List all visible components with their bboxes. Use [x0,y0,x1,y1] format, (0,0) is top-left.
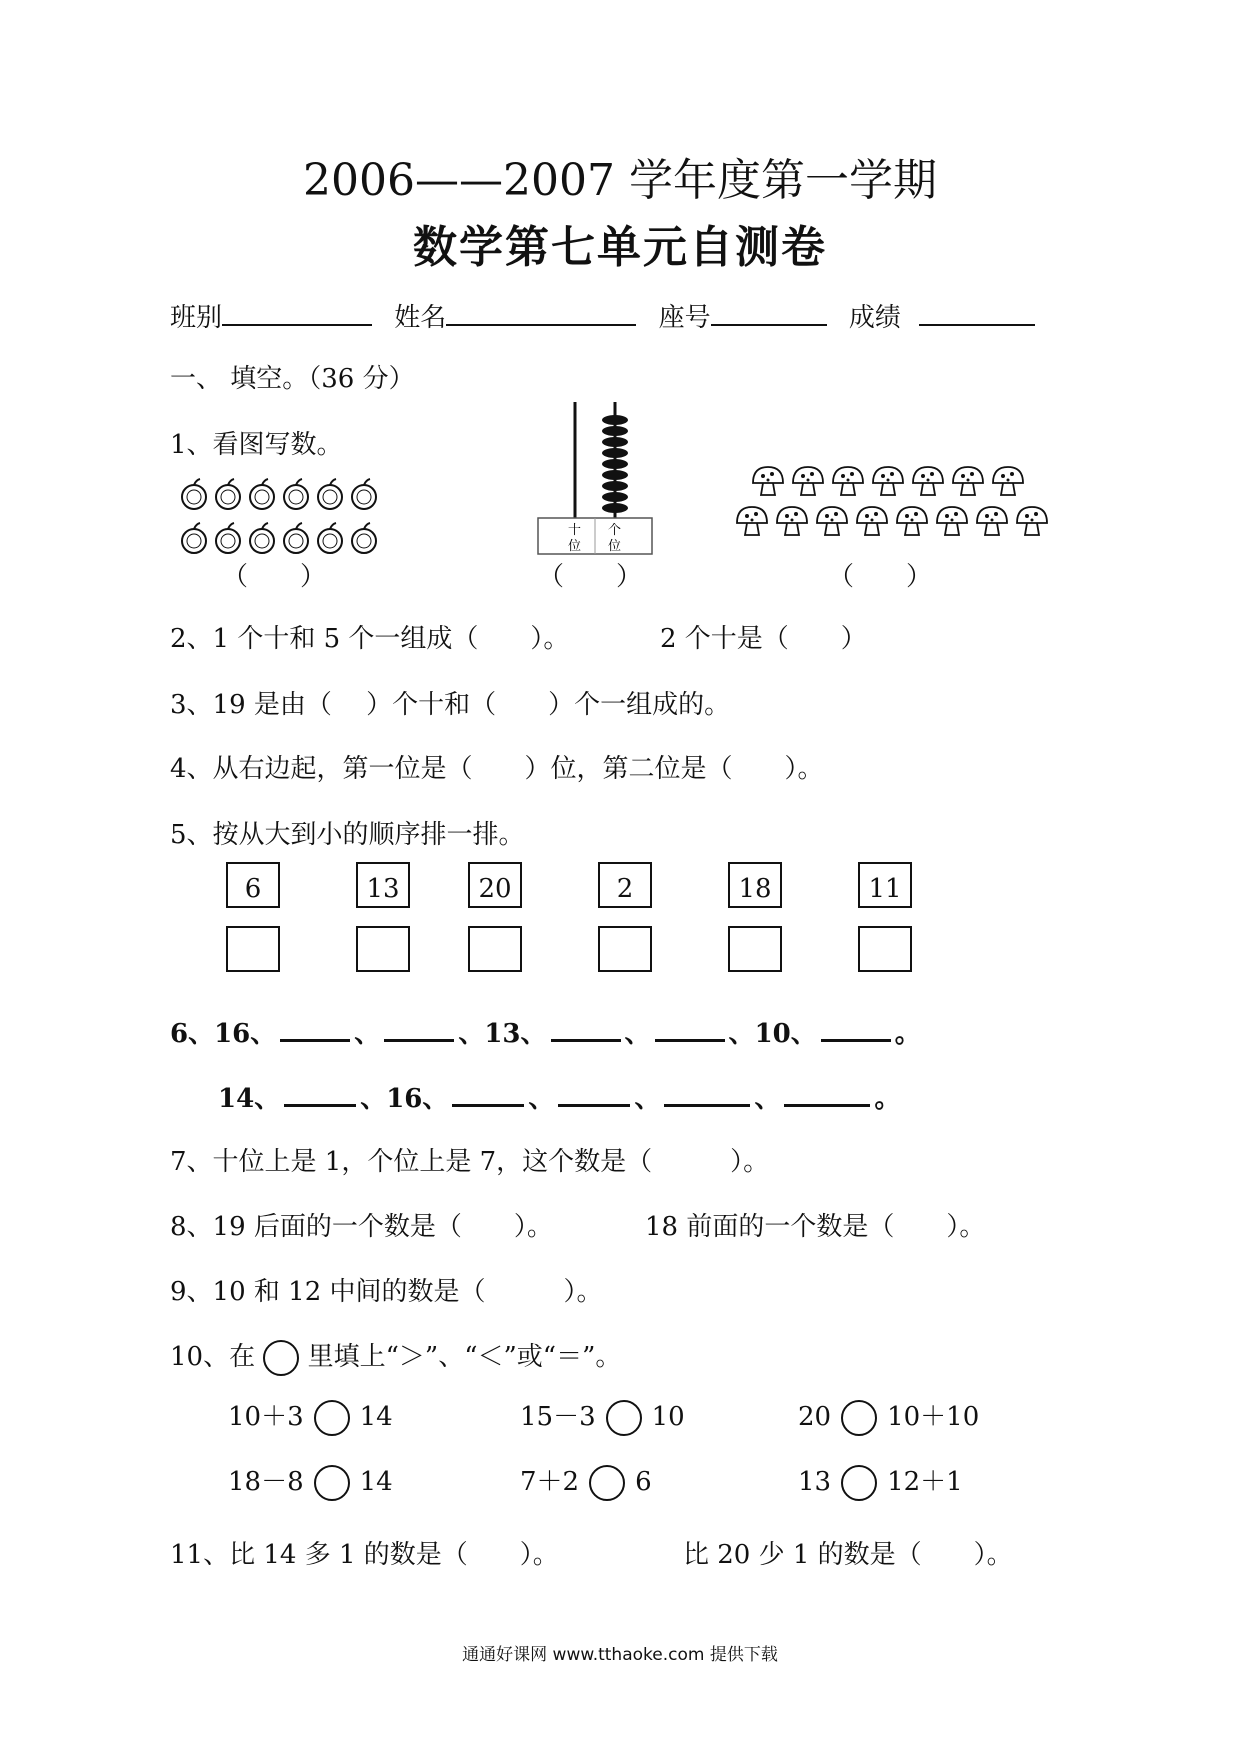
number-box [226,862,280,908]
answer-box[interactable] [226,926,280,972]
question-8a: 8、19 后面的一个数是（ ）。 [170,1212,553,1242]
number-box [858,862,912,908]
class-label: 班别 [170,303,223,333]
sequence-number: 14 [218,1084,255,1114]
comparison-item [798,1400,979,1436]
info-line [170,298,1035,335]
sequence-blank[interactable] [784,1080,870,1107]
number-box-value: 6 [244,874,262,904]
apple-icon [216,523,240,553]
sequence-number: 16 [214,1019,251,1049]
apple-icon [182,479,206,509]
answer-box[interactable] [598,926,652,972]
mushroom-icon [1017,507,1047,535]
apple-icon [182,523,206,553]
sequence-separator: 、 [354,1019,381,1049]
question-3: 3、19 是由（ ）个十和（ ）个一组成的。 [170,690,731,720]
abacus-bead [602,503,628,513]
comparison-circle[interactable] [841,1400,877,1436]
mushroom-icon [833,467,863,495]
sequence-separator: 、 [360,1084,387,1114]
question-6-row2 [218,1080,900,1116]
mushroom-icon [737,507,767,535]
abacus-bead [602,426,628,436]
comparison-circle[interactable] [589,1465,625,1501]
abacus-figure [530,400,660,560]
q10-intro-b: 里填上“＞”、“＜”或“＝”。 [307,1342,622,1372]
comparison-circle[interactable] [841,1465,877,1501]
abacus-label-tens: 十 [568,523,582,538]
answer-abacus[interactable]: （ ） [538,562,643,592]
sequence-separator: 、 [754,1084,781,1114]
question-7: 7、十位上是 1，个位上是 7，这个数是（ ）。 [170,1147,770,1177]
comparison-right: 14 [359,1467,393,1497]
question-10 [170,1340,621,1376]
answer-box[interactable] [728,926,782,972]
sequence-blank[interactable] [284,1080,356,1107]
apple-icon [216,479,240,509]
comparison-item [520,1400,685,1436]
mushrooms-figure [735,465,1075,555]
question-2b: 2 个十是（ ） [660,624,867,654]
question-8b: 18 前面的一个数是（ ）。 [645,1212,986,1242]
answer-box[interactable] [356,926,410,972]
apple-icon [284,523,308,553]
mushroom-icon [857,507,887,535]
comparison-right: 10＋10 [887,1402,980,1432]
sequence-blank[interactable] [664,1080,750,1107]
number-box-value: 11 [868,874,902,904]
comparison-left: 7＋2 [520,1467,580,1497]
question-9: 9、10 和 12 中间的数是（ ）。 [170,1277,603,1307]
sequence-separator: 、 [790,1019,817,1049]
question-6-row1 [170,1015,921,1051]
comparison-right: 14 [359,1402,393,1432]
sequence-separator: 、 [634,1084,661,1114]
number-box-value: 20 [478,874,512,904]
abacus-bead [602,415,628,425]
abacus-bead [602,448,628,458]
comparison-item [228,1465,393,1501]
sequence-number: 16 [386,1084,423,1114]
sequence-separator: 。 [894,1019,921,1049]
number-box [468,862,522,908]
section-title: 一、 填空。（36 分） [170,364,415,394]
mushroom-icon [817,507,847,535]
sequence-separator: 、 [250,1019,277,1049]
sequence-blank[interactable] [655,1015,725,1042]
circle-icon [263,1340,299,1376]
number-box [728,862,782,908]
sequence-blank[interactable] [452,1080,524,1107]
question-5: 5、按从大到小的顺序排一排。 [170,820,525,850]
comparison-circle[interactable] [314,1400,350,1436]
mushroom-icon [977,507,1007,535]
comparison-circle[interactable] [606,1400,642,1436]
comparison-left: 20 [798,1402,832,1432]
abacus-bead [602,481,628,491]
sequence-separator: 、 [254,1084,281,1114]
sequence-separator: 、 [624,1019,651,1049]
mushroom-icon [937,507,967,535]
sequence-blank[interactable] [384,1015,454,1042]
comparison-item [520,1465,652,1501]
abacus-label-wei-2: 位 [608,539,622,554]
mushroom-icon [753,467,783,495]
mushroom-icon [913,467,943,495]
q6-prefix: 6、 [170,1019,215,1049]
apple-icon [318,523,342,553]
number-box-value: 18 [738,874,772,904]
apple-icon [250,523,274,553]
abacus-label-ones: 个 [608,523,622,538]
comparison-left: 10＋3 [228,1402,304,1432]
class-field[interactable] [222,298,372,326]
question-11a: 11、比 14 多 1 的数是（ ）。 [170,1540,559,1570]
apples-figure [176,472,392,562]
mushroom-icon [953,467,983,495]
answer-box[interactable] [468,926,522,972]
mushroom-icon [897,507,927,535]
mushroom-icon [873,467,903,495]
comparison-left: 15－3 [520,1402,596,1432]
sequence-number: 13 [484,1019,521,1049]
seat-label: 座号 [658,303,711,333]
answer-mushrooms[interactable]: （ ） [828,562,933,592]
question-1: 1、看图写数。 [170,430,343,460]
question-11b: 比 20 少 1 的数是（ ）。 [683,1540,1013,1570]
sequence-blank[interactable] [558,1080,630,1107]
comparison-circle[interactable] [314,1465,350,1501]
comparison-right: 12＋1 [887,1467,963,1497]
number-box [598,862,652,908]
q10-intro-a: 10、在 [170,1342,256,1372]
mushroom-icon [793,467,823,495]
comparison-item [798,1465,963,1501]
number-box-value: 2 [616,874,634,904]
comparison-left: 18－8 [228,1467,304,1497]
mushroom-icon [777,507,807,535]
abacus-bead [602,459,628,469]
apple-icon [318,479,342,509]
title-test: 数学第七单元自测卷 [413,222,827,273]
sequence-blank[interactable] [551,1015,621,1042]
sequence-separator: 、 [528,1084,555,1114]
sequence-number: 10 [754,1019,791,1049]
apple-icon [352,523,376,553]
apple-icon [284,479,308,509]
sequence-separator: 。 [874,1084,901,1114]
apple-icon [250,479,274,509]
sequence-separator: 、 [458,1019,485,1049]
abacus-bead [602,492,628,502]
answer-apples[interactable]: （ ） [222,562,327,592]
sequence-separator: 、 [422,1084,449,1114]
apple-icon [352,479,376,509]
mushroom-icon [993,467,1023,495]
sequence-separator: 、 [520,1019,547,1049]
name-field[interactable] [446,298,636,326]
seat-field[interactable] [711,298,827,326]
score-field[interactable] [919,298,1035,326]
comparison-left: 13 [798,1467,832,1497]
sequence-separator: 、 [728,1019,755,1049]
number-box [356,862,410,908]
sequence-blank[interactable] [821,1015,891,1042]
comparison-right: 10 [651,1402,685,1432]
abacus-label-wei-1: 位 [568,539,582,554]
comparison-right: 6 [635,1467,652,1497]
answer-box[interactable] [858,926,912,972]
title-year: 2006——2007 学年度第一学期 [303,155,937,206]
sequence-blank[interactable] [280,1015,350,1042]
abacus-bead [602,470,628,480]
name-label: 姓名 [394,303,447,333]
footer-source: 通通好课网 www.tthaoke.com 提供下载 [462,1645,778,1665]
number-box-value: 13 [366,874,400,904]
abacus-bead [602,437,628,447]
comparison-item [228,1400,393,1436]
question-4: 4、从右边起，第一位是（ ）位，第二位是（ ）。 [170,754,824,784]
question-2a: 2、1 个十和 5 个一组成（ ）。 [170,624,570,654]
score-label: 成绩 [848,303,901,333]
